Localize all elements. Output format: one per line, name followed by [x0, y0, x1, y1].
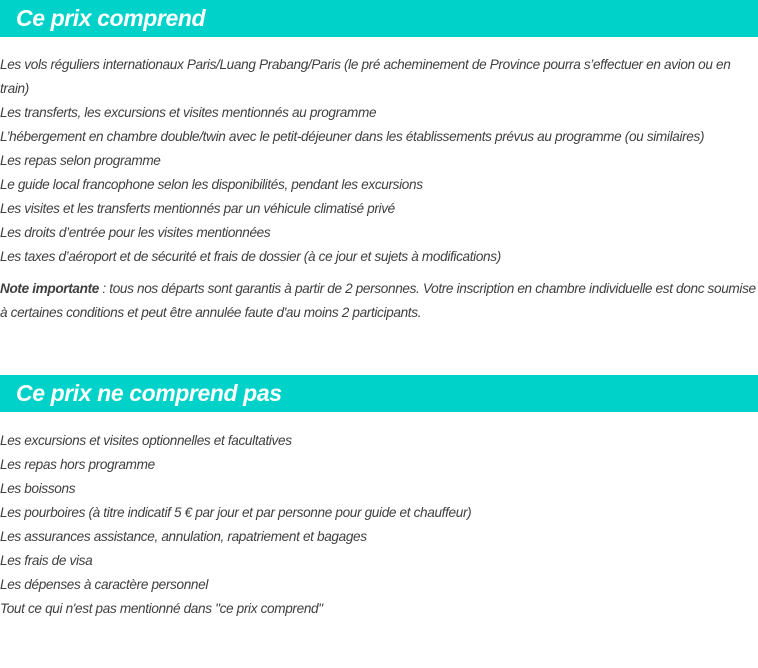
- list-item: Les taxes d’aéroport et de sécurité et frais de dossier (à ce jour et sujets à modifications): [0, 249, 501, 264]
- excluded-section: [0, 375, 758, 621]
- excluded-list: [0, 429, 758, 621]
- list-item: Les pourboires (à titre indicatif 5 € par jour et par personne pour guide et chauffeur): [0, 505, 472, 520]
- list-item: Les assurances assistance, annulation, rapatriement et bagages: [0, 529, 367, 544]
- list-item: Tout ce qui n'est pas mentionné dans "ce prix comprend": [0, 601, 323, 616]
- included-list: [0, 53, 758, 269]
- note-label: Note importante: [0, 281, 99, 296]
- list-item: Les repas selon programme: [0, 153, 161, 168]
- note-text: : tous nos départs sont garantis à partir de 2 personnes. Votre inscription en chambre individuelle est donc soumise à certaines conditions et peut être annulée faute d'au moins 2 participants.: [0, 281, 756, 320]
- list-item: Les visites et les transferts mentionnés par un véhicule climatisé privé: [0, 201, 395, 216]
- list-item: Les frais de visa: [0, 553, 93, 568]
- list-item: Les transferts, les excursions et visites mentionnés au programme: [0, 105, 377, 120]
- list-item: Le guide local francophone selon les disponibilités, pendant les excursions: [0, 177, 423, 192]
- list-item: Les boissons: [0, 481, 76, 496]
- list-item: Les excursions et visites optionnelles et facultatives: [0, 433, 292, 448]
- list-item: Les droits d’entrée pour les visites mentionnées: [0, 225, 271, 240]
- excluded-heading: Ce prix ne comprend pas: [0, 375, 758, 412]
- list-item: Les dépenses à caractère personnel: [0, 577, 209, 592]
- list-item: Les repas hors programme: [0, 457, 155, 472]
- list-item: Les vols réguliers internationaux Paris/Luang Prabang/Paris (le pré acheminement de Province pourra s’effectuer en avion ou en train): [0, 57, 731, 96]
- important-note: [0, 277, 758, 325]
- list-item: L’hébergement en chambre double/twin avec le petit-déjeuner dans les établissements prévus au programme (ou similaires): [0, 129, 705, 144]
- included-section: [0, 0, 758, 325]
- included-heading: Ce prix comprend: [0, 0, 758, 37]
